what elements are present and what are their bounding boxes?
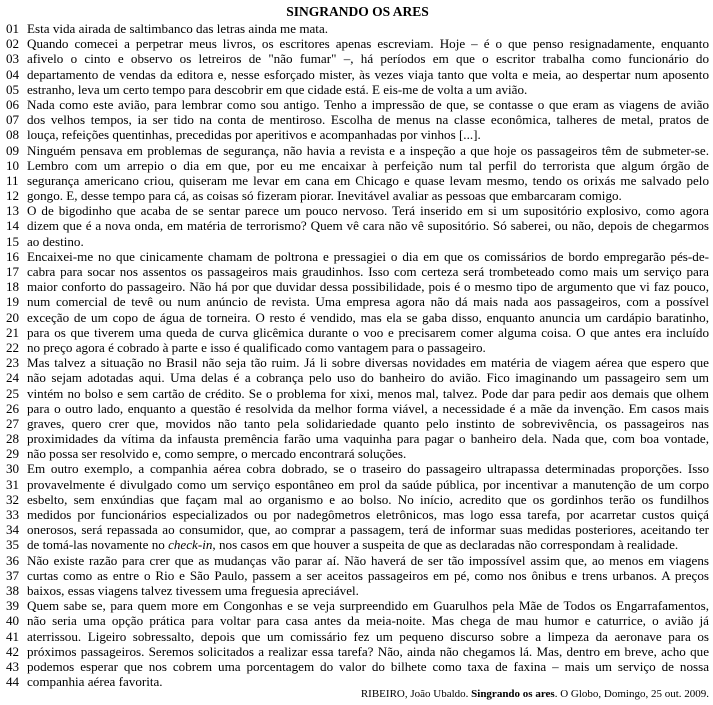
text-line	[6, 82, 709, 97]
line-number: 34	[6, 522, 20, 538]
line-text	[27, 370, 709, 385]
text-line	[6, 203, 709, 218]
text-line	[6, 249, 709, 264]
line-text	[27, 51, 709, 66]
line-text	[27, 234, 709, 249]
line-text-segment: num comercial de tevê ou num anúncio de revista. Uma empresa agora não dá mais nada aos passageiros, com a possível	[27, 294, 709, 310]
text-line	[6, 553, 709, 568]
line-text-segment: Nada como este avião, para lembrar como sou antigo. Tenho a impressão de que, se contasse o que eram as viagens de avião	[27, 96, 709, 112]
text-line	[6, 659, 709, 674]
text-line	[6, 401, 709, 416]
text-line	[6, 234, 709, 249]
line-number: 06	[6, 96, 20, 112]
line-number: 37	[6, 567, 20, 583]
line-text-segment: esbelto, sem enxúndias que façam mal ao organismo e ao bolso. No início, acredito que os gordinhos terão os fundilhos	[27, 491, 709, 507]
text-line	[6, 36, 709, 51]
line-number: 40	[6, 613, 20, 629]
line-text	[27, 158, 709, 173]
line-text	[27, 537, 709, 552]
line-text-segment: proximidades da vítima da infausta premência farão uma vaquinha para pagar o banheiro dela. Nada que, com boa vontade,	[27, 431, 709, 447]
line-number: 32	[6, 491, 20, 507]
line-number: 25	[6, 385, 20, 401]
line-text-segment: estranho, leva um certo tempo para descobrir em que cidade está. E eis-me de volta a um avião.	[27, 81, 528, 97]
line-text-segment: Ninguém pensava em problemas de segurança, não havia a revista e a inspeção a que hoje os passageiros têm de submeter-se.	[27, 142, 709, 158]
line-number: 42	[6, 643, 20, 659]
line-text-segment: não seria uma opção prática para voltar para casa antes da meia-noite. Mas chega de mau humor e caturrice, o avião já	[27, 613, 709, 629]
line-text-segment: onerosos, será repassada ao consumidor, que, ao comprar a passagem, terá de informar suas medidas posteriores, aceitando ter	[27, 522, 709, 538]
line-text-segment: provavelmente é divulgado como um serviço espontâneo em prol da saúde pública, por incentivar a manutenção de um corpo	[27, 476, 709, 492]
line-number: 10	[6, 157, 20, 173]
line-text	[27, 264, 709, 279]
line-number: 30	[6, 461, 20, 477]
line-number: 31	[6, 476, 20, 492]
text-line	[6, 325, 709, 340]
text-line	[6, 67, 709, 82]
line-text-segment: segurança americano criou, quiseram me levar em cana em Chicago e quase levam mesmo, tendo os orixás me salvado pelo	[27, 172, 709, 188]
line-text	[27, 598, 709, 613]
line-text	[27, 112, 709, 127]
line-text-segment: Esta vida airada de saltimbanco das letras ainda me mata.	[27, 21, 329, 36]
line-number: 02	[6, 36, 20, 52]
line-text-segment: graves, quero crer que, movidos não tanto pela solidariedade quanto pelo instinto de sobrevivência, os passageiros nas	[27, 415, 709, 431]
line-text	[27, 36, 709, 51]
line-text	[27, 507, 709, 522]
bibliographic-citation	[361, 688, 709, 701]
line-text-segment: aterrissou. Ligeiro sobressalto, depois que um comissário fez um pequeno discurso sobre a limpeza da aeronave para os	[27, 628, 709, 644]
line-number: 28	[6, 431, 20, 447]
line-text-segment: exceção de um copo de água de torneira. O resto é vendido, mas ela se gaba disso, enquanto anuncia um cardápio baratinho,	[27, 309, 709, 325]
text-line	[6, 355, 709, 370]
text-line	[6, 294, 709, 309]
line-text	[27, 279, 709, 294]
line-text	[27, 294, 709, 309]
text-line	[6, 386, 709, 401]
line-text-segment: louça, refeições quentinhas, precedidas por aperitivos e acompanhadas por vinhos [...].	[27, 127, 481, 143]
text-line	[6, 264, 709, 279]
line-text-segment: no preço agora é cobrado à parte e isso é qualificado como vantagem para o passageiro.	[27, 339, 486, 355]
line-number: 08	[6, 127, 20, 143]
line-number: 13	[6, 203, 20, 219]
line-number: 20	[6, 309, 20, 325]
line-text	[27, 659, 709, 674]
line-number: 11	[6, 172, 19, 188]
text-line	[6, 158, 709, 173]
text-line	[6, 674, 709, 689]
line-number: 26	[6, 400, 20, 416]
text-line	[6, 370, 709, 385]
line-text	[27, 143, 709, 158]
text-line	[6, 97, 709, 112]
line-number: 14	[6, 218, 20, 234]
line-text	[27, 188, 709, 203]
text-line	[6, 188, 709, 203]
line-text-segment: departamento de vendas da editora e, nesse esforçado mister, às vezes viaja tanto que volta e meia, ao despertar num aposento	[27, 66, 709, 82]
line-text	[27, 386, 709, 401]
text-line	[6, 310, 709, 325]
line-number: 35	[6, 537, 20, 553]
line-text	[27, 446, 709, 461]
text-line	[6, 598, 709, 613]
line-text-segment: afivelo o cinto e observo os letreiros de "não fumar" –, há períodos em que o escritor trabalha como funcionário do	[27, 51, 709, 67]
text-line	[6, 279, 709, 294]
line-text	[27, 203, 709, 218]
line-text	[27, 492, 709, 507]
line-text-segment: Mas talvez a situação no Brasil não seja tão ruim. Já li sobre diversas novidades em matéria de viagem aérea que espero que	[27, 355, 709, 371]
line-number: 33	[6, 507, 20, 522]
text-line	[6, 477, 709, 492]
text-line	[6, 416, 709, 431]
line-number: 39	[6, 598, 20, 614]
document-title: SINGRANDO OS ARES	[286, 4, 429, 19]
italic-term: check-in	[168, 537, 213, 553]
text-line	[6, 173, 709, 188]
text-line	[6, 127, 709, 142]
line-text-segment: maior conforto do passageiro. Não há por que duvidar dessa possibilidade, pois é o mesmo tipo de argumento que vi faz pouco,	[27, 279, 709, 295]
text-line	[6, 21, 709, 36]
text-body	[6, 21, 709, 689]
line-text	[27, 477, 709, 492]
line-number: 27	[6, 415, 20, 431]
line-number: 44	[6, 674, 20, 690]
line-text-segment: dizem que é a nova onda, em matéria de terrorismo? Quem vê cara não vê supositório. Só saberei, ou não, depois de chegarmos	[27, 218, 709, 234]
line-text	[27, 340, 709, 355]
text-line	[6, 507, 709, 522]
line-text	[27, 431, 709, 446]
line-text	[27, 310, 709, 325]
line-text-segment: gongo. E, desse tempo para cá, as coisas só fizeram piorar. Inevitável avaliar as pessoas que embarcaram comigo.	[27, 188, 622, 204]
text-line	[6, 629, 709, 644]
citation-work-title: Singrando os ares	[471, 688, 555, 700]
line-text	[27, 21, 709, 36]
line-text	[27, 629, 709, 644]
line-number: 12	[6, 188, 20, 204]
line-text-segment: Quando comecei a perpetrar meus livros, os escritores apenas escreviam. Hoje – é o que penso resignadamente, enquanto	[27, 36, 709, 52]
line-number: 36	[6, 552, 20, 568]
line-text-segment: para o outro lado, enquanto a questão é resolvida da melhor forma viável, a necessidade é a mãe da invenção. Em casos mais	[27, 400, 709, 416]
line-text-segment: dos velhos tempos, ia ser tido na conta de mentiroso. Escolha de menus na classe econômica, talheres de metal, pratos de	[27, 112, 709, 128]
line-number: 22	[6, 339, 20, 355]
line-text-segment: vintém no bolso e sem cartão de crédito. Se o problema for xixi, menos mal, talvez. Pode dar para pedir aos demais que olhem	[27, 385, 709, 401]
line-text	[27, 553, 709, 568]
text-line	[6, 583, 709, 598]
text-line	[6, 446, 709, 461]
line-text-segment: de tomá-las novamente no	[27, 537, 169, 553]
line-text-segment: baixos, essas viagens talvez tivessem uma freguesia apreciável.	[27, 582, 359, 598]
line-text-segment: não sejam adotadas aqui. Uma delas é a cobrança pelo uso do banheiro do avião. Fico imaginando um passageiro sem um	[27, 370, 709, 386]
line-text-segment: ao destino.	[27, 233, 84, 249]
line-text	[27, 416, 709, 431]
text-line	[6, 431, 709, 446]
line-text	[27, 401, 709, 416]
line-text	[27, 568, 709, 583]
line-number: 41	[6, 628, 20, 644]
line-text	[27, 674, 709, 689]
line-number: 04	[6, 66, 20, 82]
text-line	[6, 644, 709, 659]
line-number: 19	[6, 294, 20, 310]
line-text-segment: Não existe razão para crer que as mudanças vão parar aí. Não haverá de ser tão impossível assim que, ao menos em viagens	[27, 552, 709, 568]
line-text-segment: cabra para socar nos assentos os passageiros mais graudinhos. Isso com certeza será trombeteado como mais um serviço para	[27, 264, 709, 279]
text-line	[6, 51, 709, 66]
text-line	[6, 112, 709, 127]
line-text	[27, 249, 709, 264]
line-number: 38	[6, 582, 20, 598]
line-text	[27, 461, 709, 476]
line-number: 09	[6, 142, 20, 158]
line-text	[27, 127, 709, 142]
line-text-segment: medidos por funcionários especializados ou por nadegômetros eletrônicos, mas logo essa tarefa, por acarretar custos quiçá	[27, 507, 709, 522]
line-text	[27, 325, 709, 340]
line-number: 15	[6, 233, 20, 249]
line-number: 24	[6, 370, 20, 386]
text-line	[6, 492, 709, 507]
line-text	[27, 583, 709, 598]
line-number: 21	[6, 324, 20, 340]
line-number: 29	[6, 446, 20, 462]
text-line	[6, 340, 709, 355]
line-text-segment: curtas como as entre o Rio e São Paulo, passem a ser aceitos passageiros em pé, como nos ônibus e trens urbanos. A preços	[27, 567, 709, 583]
line-number: 01	[6, 21, 20, 36]
line-text-segment: Quem sabe se, para quem more em Congonhas e se veja surpreendido em Guarulhos pela Mãe de Todos os Engarrafamentos,	[27, 598, 709, 614]
line-number: 23	[6, 355, 20, 371]
text-line	[6, 613, 709, 628]
line-text-segment: Em outro exemplo, a companhia aérea cobra dobrado, se o traseiro do passageiro ultrapassa determinadas proporções. Isso	[27, 461, 709, 477]
line-number: 07	[6, 112, 20, 128]
citation-source: . O Globo, Domingo, 25 out. 2009.	[554, 688, 709, 700]
line-text-segment: próximos passageiros. Seremos solicitados a realizar essa tarefa? Não, ainda não chegamos lá. Mas, dentro em breve, acho que	[27, 643, 709, 659]
text-line	[6, 522, 709, 537]
line-text	[27, 67, 709, 82]
line-number: 16	[6, 248, 20, 264]
line-text-segment: companhia aérea favorita.	[27, 674, 163, 690]
line-text	[27, 97, 709, 112]
line-text	[27, 173, 709, 188]
line-text-segment: Lembro com um arrepio o dia em que, por eu me encaixar à perfeição num tal perfil do terrorista que algum órgão de	[27, 157, 709, 173]
line-text-segment: não possa ser resolvido e, como sempre, o mercado encontrará soluções.	[27, 446, 407, 462]
text-line	[6, 143, 709, 158]
line-text	[27, 644, 709, 659]
line-text-segment: para os que tiverem uma queda de curva glicêmica durante o voo e precisarem comer alguma coisa. O que antes era incluído	[27, 324, 709, 340]
text-line	[6, 461, 709, 476]
line-number: 43	[6, 658, 20, 674]
line-text	[27, 355, 709, 370]
line-text-segment: O de bigodinho que acaba de se sentar parece um pouco nervoso. Terá inserido em si um supositório explosivo, como agora	[27, 203, 709, 219]
line-text	[27, 218, 709, 233]
line-text	[27, 613, 709, 628]
line-text-segment: , nos casos em que houver a suspeita de que as declaradas não correspondam à realidade.	[212, 537, 679, 553]
citation-author: RIBEIRO, João Ubaldo.	[360, 688, 472, 700]
line-number: 17	[6, 264, 20, 279]
line-number: 05	[6, 81, 20, 97]
line-text	[27, 82, 709, 97]
line-text-segment: podemos esperar que nos cobrem uma porcentagem do valor do bilhete como taxa de faxina – mais um serviço de nossa	[27, 658, 709, 674]
text-line	[6, 537, 709, 552]
line-text	[27, 522, 709, 537]
text-line	[6, 568, 709, 583]
line-number: 18	[6, 279, 20, 295]
text-line	[6, 218, 709, 233]
line-text-segment: Encaixei-me no que cinicamente chamam de poltrona e pressagiei o dia em que os comissários de bordo empregarão pés-de-	[27, 248, 709, 264]
line-number: 03	[6, 51, 20, 67]
